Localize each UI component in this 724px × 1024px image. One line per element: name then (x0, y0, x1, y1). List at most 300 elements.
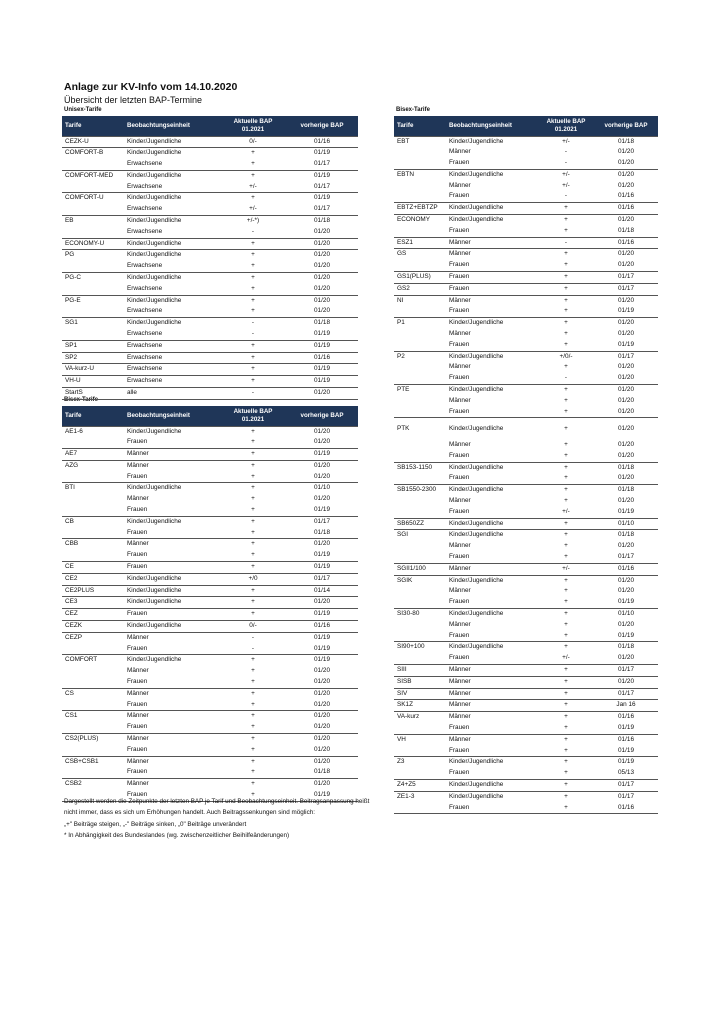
cell-aktuelle-bap: + (564, 307, 568, 315)
header-text: Aktuelle BAP (233, 407, 273, 415)
table-row (394, 700, 658, 712)
cell-tarif (394, 552, 446, 563)
cell-aktuelle-bap: 0/- (220, 621, 286, 633)
cell-vorherige-bap: 01/20 (594, 169, 658, 180)
cell-vorherige-bap: 01/14 (286, 585, 358, 597)
header-text: vorherige BAP (604, 121, 648, 129)
cell-vorherige-bap: 01/19 (286, 655, 358, 666)
header-vorherige-bap (286, 406, 358, 426)
cell-beobachtungseinheit: Erwachsene (127, 160, 163, 168)
cell-tarif: ECONOMY-U (62, 238, 124, 250)
cell-aktuelle-bap: + (564, 226, 568, 234)
cell-aktuelle-bap: + (220, 449, 286, 461)
cell-aktuelle-bap: - (220, 388, 286, 400)
cell-vorherige-bap: 01/19 (286, 562, 358, 574)
cell-beobachtungseinheit: Kinder/Jugendliche (124, 585, 220, 597)
cell-tarif: COMFORT-U (62, 193, 124, 204)
cell-tarif: VA-kurz (394, 712, 446, 723)
cell-vorherige-bap: 01/20 (314, 667, 330, 675)
cell-vorherige-bap: 01/20 (594, 676, 658, 688)
cell-beobachtungseinheit: Männer (124, 711, 220, 722)
table-row (394, 608, 658, 619)
cell-aktuelle-bap: + (220, 539, 286, 550)
table-row (394, 306, 658, 317)
cell-beobachtungseinheit: Erwachsene (127, 227, 163, 235)
table-row (394, 485, 658, 496)
cell-tarif (62, 182, 124, 193)
cell-vorherige-bap: 01/16 (286, 136, 358, 148)
table-row (62, 193, 358, 204)
cell-beobachtungseinheit: Männer (449, 542, 471, 550)
table-row (394, 226, 658, 237)
table-row (62, 364, 358, 376)
cell-vorherige-bap: 01/19 (286, 376, 358, 388)
table-row (394, 249, 658, 260)
cell-aktuelle-bap: + (564, 598, 568, 606)
cell-aktuelle-bap: - (220, 318, 286, 329)
table-row (62, 250, 358, 261)
cell-aktuelle-bap: + (564, 451, 568, 459)
cell-vorherige-bap: 01/20 (618, 497, 634, 504)
cell-beobachtungseinheit: Kinder/Jugendliche (124, 216, 220, 227)
table-row (394, 407, 658, 418)
cell-aktuelle-bap: + (220, 609, 286, 621)
table-row (62, 734, 358, 745)
table-row (394, 340, 658, 351)
cell-tarif: COMFORT-MED (62, 170, 124, 181)
cell-vorherige-bap: 01/17 (314, 182, 330, 190)
cell-vorherige-bap: 01/16 (618, 192, 634, 200)
cell-tarif: SGII1/100 (394, 563, 446, 575)
cell-aktuelle-bap: + (564, 631, 568, 639)
cell-beobachtungseinheit: Kinder/Jugendliche (446, 203, 538, 215)
cell-tarif: EBTZ+EBTZP (394, 203, 446, 215)
table-row (62, 472, 358, 483)
cell-aktuelle-bap: + (564, 396, 568, 404)
cell-beobachtungseinheit: Frauen (449, 307, 470, 315)
cell-vorherige-bap: 01/18 (594, 530, 658, 541)
table-row (62, 204, 358, 215)
cell-vorherige-bap: 01/16 (594, 237, 658, 249)
cell-beobachtungseinheit: Kinder/Jugendliche (124, 295, 220, 306)
cell-tarif: CEZ (62, 609, 124, 621)
cell-tarif: ZE1-3 (394, 791, 446, 802)
header-aktuelle-bap (538, 116, 594, 136)
table-row (62, 182, 358, 193)
cell-tarif: CEZP (62, 632, 124, 643)
bisex-left-table (62, 406, 358, 802)
cell-tarif: CSB2 (62, 779, 124, 790)
cell-beobachtungseinheit: Männer (124, 449, 220, 461)
cell-tarif (394, 507, 446, 518)
cell-vorherige-bap: 01/10 (594, 608, 658, 619)
cell-beobachtungseinheit: Frauen (449, 226, 470, 234)
table-row (62, 688, 358, 699)
cell-vorherige-bap: 01/17 (594, 791, 658, 802)
cell-vorherige-bap: 01/20 (314, 678, 330, 686)
table-row (62, 573, 358, 585)
cell-vorherige-bap: 01/20 (314, 227, 330, 235)
cell-tarif: SI90+100 (394, 642, 446, 653)
cell-vorherige-bap: 01/20 (618, 374, 634, 382)
cell-tarif: SB1550-2300 (394, 485, 446, 496)
cell-aktuelle-bap: + (220, 516, 286, 527)
cell-vorherige-bap: 01/20 (314, 438, 330, 446)
cell-tarif: CS1 (62, 711, 124, 722)
cell-vorherige-bap: 01/17 (594, 779, 658, 791)
cell-beobachtungseinheit: Männer (446, 676, 538, 688)
cell-vorherige-bap: 01/20 (594, 318, 658, 329)
cell-beobachtungseinheit: Frauen (127, 723, 148, 731)
cell-aktuelle-bap: + (538, 700, 594, 712)
footer-line: nicht immer, dass es sich um Erhöhungen handelt. Auch Beitragssenkungen sind möglich: (64, 809, 315, 817)
cell-aktuelle-bap: + (564, 474, 568, 482)
cell-beobachtungseinheit: Frauen (127, 528, 148, 536)
cell-beobachtungseinheit: Kinder/Jugendliche (124, 238, 220, 250)
header-aktuelle-bap (220, 406, 286, 426)
cell-tarif: PG-C (62, 273, 124, 284)
cell-tarif (394, 597, 446, 608)
header-tarif (62, 406, 124, 426)
table-row (394, 329, 658, 340)
cell-tarif (62, 722, 124, 733)
table-row (394, 757, 658, 768)
cell-vorherige-bap: 01/19 (286, 148, 358, 159)
cell-aktuelle-bap: + (220, 193, 286, 204)
cell-vorherige-bap: 01/16 (594, 712, 658, 723)
cell-aktuelle-bap: +/- (538, 136, 594, 147)
cell-aktuelle-bap: + (538, 530, 594, 541)
table-row (62, 136, 358, 148)
cell-vorherige-bap: 01/17 (594, 283, 658, 295)
table-row (62, 273, 358, 284)
cell-tarif: SB153-1150 (394, 462, 446, 473)
cell-beobachtungseinheit: Männer (446, 700, 538, 712)
cell-aktuelle-bap: + (251, 551, 255, 559)
cell-tarif (62, 767, 124, 778)
cell-tarif (62, 261, 124, 272)
cell-aktuelle-bap: + (564, 552, 568, 560)
cell-aktuelle-bap: - (564, 192, 568, 200)
cell-tarif (394, 147, 446, 158)
cell-tarif: VA-kurz-U (62, 364, 124, 376)
cell-vorherige-bap: 01/20 (618, 148, 634, 156)
cell-vorherige-bap: 01/18 (314, 528, 330, 536)
cell-aktuelle-bap: + (251, 528, 255, 536)
cell-beobachtungseinheit: Kinder/Jugendliche (446, 779, 538, 791)
cell-tarif: P2 (394, 351, 446, 362)
cell-vorherige-bap: 01/20 (286, 238, 358, 250)
table-row (62, 666, 358, 677)
cell-beobachtungseinheit: Kinder/Jugendliche (124, 170, 220, 181)
cell-beobachtungseinheit: Kinder/Jugendliche (446, 530, 538, 541)
cell-tarif: PTE (394, 385, 446, 396)
cell-beobachtungseinheit: Kinder/Jugendliche (124, 621, 220, 633)
cell-beobachtungseinheit: Frauen (127, 438, 148, 446)
cell-vorherige-bap: 01/20 (618, 542, 634, 550)
cell-aktuelle-bap: +/- (538, 563, 594, 575)
cell-tarif (62, 745, 124, 756)
cell-beobachtungseinheit: Männer (124, 460, 220, 471)
cell-vorherige-bap: 01/20 (286, 779, 358, 790)
cell-tarif: CSB+CSB1 (62, 756, 124, 767)
table-row (394, 676, 658, 688)
cell-vorherige-bap: 01/20 (314, 307, 330, 315)
cell-beobachtungseinheit: Frauen (124, 609, 220, 621)
cell-aktuelle-bap: +/0 (220, 573, 286, 585)
cell-vorherige-bap: 01/16 (286, 352, 358, 364)
cell-vorherige-bap: 01/20 (314, 700, 330, 708)
cell-aktuelle-bap: - (220, 632, 286, 643)
cell-vorherige-bap: 01/19 (314, 330, 330, 338)
cell-tarif: CE2 (62, 573, 124, 585)
cell-vorherige-bap: 01/20 (618, 441, 634, 449)
cell-tarif: SIII (394, 664, 446, 676)
cell-tarif (394, 158, 446, 169)
cell-aktuelle-bap: + (220, 597, 286, 609)
cell-vorherige-bap: 01/20 (286, 273, 358, 284)
table-row (62, 644, 358, 655)
cell-beobachtungseinheit: Männer (446, 295, 538, 306)
cell-beobachtungseinheit: Frauen (127, 768, 148, 776)
cell-vorherige-bap: 01/20 (618, 587, 634, 595)
cell-vorherige-bap: 05/13 (618, 769, 634, 777)
cell-vorherige-bap: 01/19 (314, 551, 330, 559)
cell-beobachtungseinheit: Männer (446, 712, 538, 723)
cell-vorherige-bap: 01/19 (286, 449, 358, 461)
cell-beobachtungseinheit: Männer (446, 688, 538, 700)
table-row (62, 597, 358, 609)
cell-beobachtungseinheit: Männer (449, 396, 471, 404)
cell-aktuelle-bap: + (251, 723, 255, 731)
cell-vorherige-bap: 01/10 (286, 483, 358, 494)
cell-tarif (62, 505, 124, 516)
cell-tarif (62, 494, 124, 505)
cell-vorherige-bap: 01/18 (594, 642, 658, 653)
cell-vorherige-bap: 01/17 (594, 664, 658, 676)
cell-tarif (62, 329, 124, 340)
cell-beobachtungseinheit: Männer (446, 237, 538, 249)
cell-aktuelle-bap: - (564, 374, 568, 382)
cell-vorherige-bap: 01/10 (594, 518, 658, 530)
cell-tarif: AZG (62, 460, 124, 471)
cell-vorherige-bap: 01/17 (314, 205, 330, 213)
cell-beobachtungseinheit: Kinder/Jugendliche (124, 655, 220, 666)
cell-beobachtungseinheit: Kinder/Jugendliche (124, 250, 220, 261)
cell-beobachtungseinheit: Kinder/Jugendliche (124, 516, 220, 527)
cell-beobachtungseinheit: Männer (446, 249, 538, 260)
footer-line: Dargestellt werden die Zeitpunkte der letzten BAP je Tarif und Beobachtungseinheit. Beitragsanpassung heißt (64, 798, 370, 805)
cell-aktuelle-bap: + (538, 734, 594, 745)
cell-vorherige-bap: 01/19 (618, 340, 634, 348)
cell-vorherige-bap: 01/19 (594, 757, 658, 768)
cell-beobachtungseinheit: Frauen (449, 474, 470, 482)
header-text: Tarife (397, 121, 414, 129)
cell-beobachtungseinheit: Frauen (449, 451, 470, 459)
table-row (62, 550, 358, 561)
table-row (394, 518, 658, 530)
cell-beobachtungseinheit: Männer (449, 330, 471, 338)
cell-tarif: ECONOMY (394, 215, 446, 226)
table-row (394, 451, 658, 462)
page-title: Anlage zur KV-Info vom 14.10.2020 (64, 81, 238, 93)
cell-beobachtungseinheit: Kinder/Jugendliche (446, 518, 538, 530)
cell-beobachtungseinheit: Frauen (449, 631, 470, 639)
cell-aktuelle-bap: 0/- (220, 136, 286, 148)
cell-aktuelle-bap: - (564, 148, 568, 156)
table-row (62, 426, 358, 437)
table-row (394, 351, 658, 362)
cell-aktuelle-bap: +/- (538, 169, 594, 180)
cell-tarif (394, 340, 446, 351)
cell-tarif: SG1 (62, 318, 124, 329)
cell-vorherige-bap: 01/20 (314, 472, 330, 480)
cell-aktuelle-bap: + (220, 250, 286, 261)
cell-beobachtungseinheit: Kinder/Jugendliche (446, 642, 538, 653)
cell-beobachtungseinheit: Frauen (124, 562, 220, 574)
cell-tarif: PG (62, 250, 124, 261)
cell-beobachtungseinheit: Kinder/Jugendliche (124, 483, 220, 494)
cell-beobachtungseinheit: Männer (446, 734, 538, 745)
cell-tarif: EBT (394, 136, 446, 147)
cell-aktuelle-bap: +/-*) (220, 216, 286, 227)
cell-tarif: CE3 (62, 597, 124, 609)
table-row (394, 147, 658, 158)
table-row (394, 237, 658, 249)
cell-tarif (394, 723, 446, 734)
cell-vorherige-bap: 01/20 (286, 711, 358, 722)
cell-beobachtungseinheit: Kinder/Jugendliche (446, 575, 538, 586)
cell-tarif (394, 329, 446, 340)
table-row (394, 541, 658, 552)
cell-beobachtungseinheit: Frauen (127, 472, 148, 480)
cell-aktuelle-bap: + (220, 148, 286, 159)
cell-aktuelle-bap: + (564, 497, 568, 504)
table-row (394, 362, 658, 373)
cell-aktuelle-bap: + (220, 352, 286, 364)
table-row (62, 767, 358, 778)
cell-aktuelle-bap: +/- (562, 181, 570, 189)
footer-line: * In Abhängigkeit des Bundeslandes (wg. zwischenzeitlicher Beihilfeänderungen) (64, 831, 290, 839)
cell-vorherige-bap: 01/20 (594, 215, 658, 226)
cell-vorherige-bap: 01/20 (314, 262, 330, 270)
cell-vorherige-bap: 01/17 (618, 552, 634, 560)
cell-tarif: P1 (394, 318, 446, 329)
table-row (62, 170, 358, 181)
cell-vorherige-bap: 01/20 (618, 181, 634, 189)
table-row (62, 295, 358, 306)
cell-aktuelle-bap: + (564, 363, 568, 371)
table-row (394, 664, 658, 676)
cell-vorherige-bap: 01/19 (314, 506, 330, 514)
cell-aktuelle-bap: + (564, 769, 568, 777)
cell-tarif (394, 191, 446, 202)
cell-vorherige-bap: 01/19 (618, 723, 634, 731)
cell-tarif (62, 644, 124, 655)
header-tarif (62, 116, 124, 136)
cell-vorherige-bap: 01/19 (618, 746, 634, 754)
cell-tarif (394, 440, 446, 451)
cell-beobachtungseinheit: Frauen (449, 746, 470, 754)
cell-tarif: EB (62, 216, 124, 227)
cell-beobachtungseinheit: Frauen (127, 551, 148, 559)
cell-beobachtungseinheit: Kinder/Jugendliche (124, 193, 220, 204)
cell-beobachtungseinheit: Männer (449, 497, 471, 504)
table-row (394, 473, 658, 484)
cell-aktuelle-bap: - (251, 330, 255, 338)
cell-beobachtungseinheit: Frauen (449, 159, 470, 167)
cell-aktuelle-bap: - (538, 237, 594, 249)
cell-vorherige-bap: 01/20 (618, 654, 634, 662)
cell-vorherige-bap: 01/19 (286, 364, 358, 376)
cell-aktuelle-bap: + (538, 418, 594, 440)
table-row (394, 563, 658, 575)
cell-aktuelle-bap: + (538, 688, 594, 700)
cell-aktuelle-bap: + (564, 330, 568, 338)
cell-aktuelle-bap: + (251, 495, 255, 503)
cell-tarif: VH-U (62, 376, 124, 388)
cell-aktuelle-bap: + (564, 723, 568, 731)
cell-tarif: SP2 (62, 352, 124, 364)
cell-beobachtungseinheit: Kinder/Jugendliche (446, 418, 538, 440)
cell-tarif (62, 437, 124, 448)
cell-vorherige-bap: 01/19 (286, 340, 358, 352)
cell-tarif (62, 227, 124, 238)
cell-beobachtungseinheit: Frauen (449, 598, 470, 606)
table-row (394, 631, 658, 642)
cell-vorherige-bap: 01/17 (594, 272, 658, 284)
table-row (62, 756, 358, 767)
cell-beobachtungseinheit: Erwachsene (127, 182, 163, 190)
unisex-table (62, 116, 358, 400)
cell-tarif: CE (62, 562, 124, 574)
table-row (394, 734, 658, 745)
cell-vorherige-bap: 01/19 (314, 644, 330, 652)
table-row (394, 418, 658, 440)
cell-tarif: GS2 (394, 283, 446, 295)
cell-tarif (62, 528, 124, 539)
cell-vorherige-bap: 01/20 (286, 250, 358, 261)
cell-vorherige-bap: 01/20 (286, 539, 358, 550)
cell-beobachtungseinheit: Erwachsene (127, 284, 163, 292)
table-row (394, 552, 658, 563)
cell-aktuelle-bap: + (220, 238, 286, 250)
cell-aktuelle-bap: + (538, 791, 594, 802)
table-row (62, 306, 358, 317)
cell-tarif (394, 306, 446, 317)
table-row (394, 440, 658, 451)
table-row (394, 496, 658, 507)
cell-beobachtungseinheit: Frauen (449, 192, 470, 200)
cell-beobachtungseinheit: Kinder/Jugendliche (446, 215, 538, 226)
cell-tarif (394, 373, 446, 384)
table-row (62, 318, 358, 329)
cell-vorherige-bap: 01/20 (286, 295, 358, 306)
table-row (62, 494, 358, 505)
table-row (394, 620, 658, 631)
cell-beobachtungseinheit: Erwachsene (127, 262, 163, 270)
cell-beobachtungseinheit: Frauen (449, 340, 470, 348)
table-row (62, 388, 358, 400)
bisex-right-label: Bisex-Tarife (396, 107, 430, 113)
cell-aktuelle-bap: - (251, 227, 255, 235)
table-row (394, 688, 658, 700)
cell-aktuelle-bap: + (538, 779, 594, 791)
header-text: Tarife (65, 121, 82, 129)
table-row (62, 711, 358, 722)
cell-beobachtungseinheit: Frauen (127, 745, 148, 753)
cell-aktuelle-bap: + (564, 261, 568, 269)
